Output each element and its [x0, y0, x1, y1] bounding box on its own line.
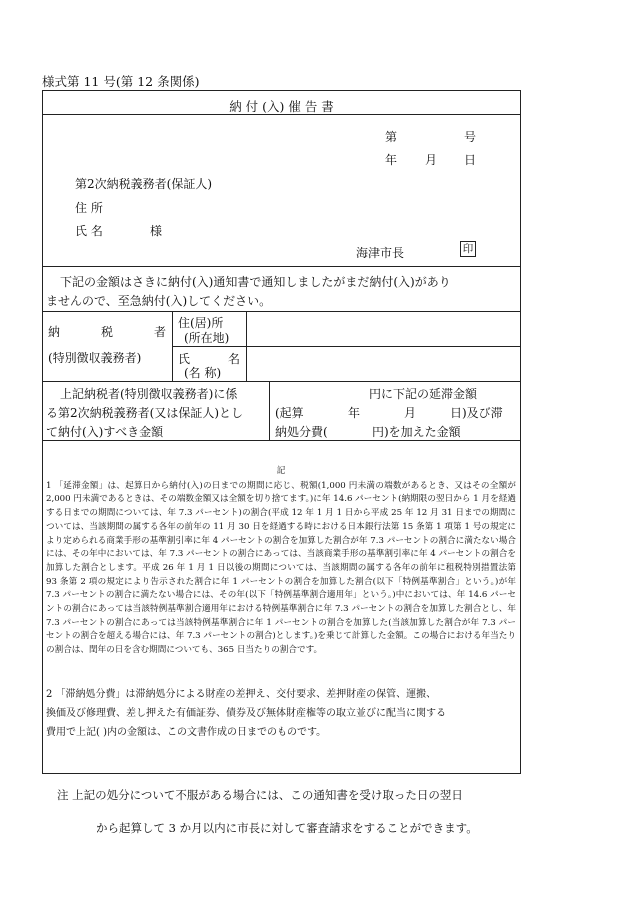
notes-section: [46, 465, 516, 658]
taxpayer-sublabel: (特別徴収義務者): [48, 351, 142, 365]
address-label: 住 所: [75, 201, 103, 215]
notes-heading: 記: [276, 466, 286, 476]
amount-start-month: 月: [404, 406, 417, 420]
taxpayer-value-divider: [246, 311, 247, 381]
date-day: 日: [464, 153, 477, 167]
amount-divider: [42, 440, 521, 441]
taxpayer-column-divider: [172, 311, 173, 381]
amount-description-line-2: る第2次納税義務者(又は保証人)とし: [46, 406, 243, 420]
amount-start-day: 日)及び滞: [450, 406, 503, 420]
amount-start-year: 年: [348, 406, 361, 420]
form-number-label: 様式第 11 号(第 12 条関係): [42, 74, 200, 89]
date-month: 月: [425, 153, 438, 167]
address-field-label: 住(居)所: [178, 316, 224, 330]
appeal-note-line-2: から起算して 3 か月以内に市長に対して審査請求をすることができます。: [96, 821, 478, 835]
number-suffix: 号: [464, 130, 477, 144]
note-2-line-1: 2 「滞納処分費」は滞納処分による財産の差押え、交付要求、差押財産の保管、運搬、: [46, 689, 437, 700]
amount-description-line-1: 上記納税者(特別徴収義務者)に係: [60, 387, 238, 401]
taxpayer-label: 納 税 者: [48, 325, 166, 339]
date-year: 年: [385, 153, 398, 167]
taxpayer-row-divider: [172, 346, 521, 347]
name-field-label: 氏 名: [178, 352, 240, 366]
number-label: 第: [385, 130, 398, 144]
note-2-line-3: 費用で上記( )内の金額は、この文書作成の日までのものです。: [46, 727, 327, 738]
note-1: 1 「延滞金額」は、起算日から納付(入)の日までの期間に応じ、税額(1,000 円未満の端数があるとき、又はその全額が 2,000 円未満であるときは、その端数金額又は全額を切り捨てます。)に年 14.6 パーセント(納期限の翌日から 1 月を経過する日までの期間については、年 7.3 パーセント)の割合(平成 12 年 1 月 1 日から平成 25 年 12 月 31 日までの期間については、当該期間の属する各年の前年の 11 月 30 日を経過する時における日本銀行法第 15 条第 1 項第 1 号の規定により定められる商業手形の基準割引率に年 4 パーセントの割合を加算した割合が年 7.3 パーセントの割合に満たない場合には、その年中においては、年 7.3 パーセントの割合にあっては、当該商業手形の基準割引率に年 4 パーセントの割合を加算した割合とします。平成 26 年 1 月 1 日以後の期間については、当該期間の属する各年の前年に租税特別措置法第 93 条第 2 項の規定により告示された割合に年 1 パーセントの割合を加算した割合(以下「特例基準割合」という。)が年 7.3 パーセントの割合に満たない場合には、その年(以下「特例基準割合適用年」という。)中においては、年 14.6 パーセントの割合にあっては当該特例基準割合適用年における特例基準割合に年 7.3 パーセントの割合を加算した割合とし、年 7.3 パーセントの割合にあっては当該特例基準割合に年 1 パーセントの割合を加算した(当該加算した割合が年 7.3 パーセントの割合を超える場合には、年 7.3 パーセントの割合)とします。)を乗じて計算した金額。この場合における年当たりの割合は、閏年の日を含む期間についても、365 日当たりの割合です。: [46, 480, 516, 656]
amount-fee-suffix: 円)を加えた金額: [372, 425, 461, 439]
intro-line-1: 下記の金額はさきに納付(入)通知書で通知しましたがまだ納付(入)があり: [60, 275, 451, 289]
addressee-title: 第2次納税義務者(保証人): [75, 177, 212, 191]
seal-mark: 印: [460, 241, 476, 257]
amount-column-divider: [269, 381, 270, 440]
intro-line-2: ませんので、至急納付(入)してください。: [46, 294, 272, 308]
intro-divider: [42, 311, 521, 312]
entity-name-field-label: (名 称): [184, 366, 222, 380]
amount-description-line-3: て納付(入)すべき金額: [46, 425, 164, 439]
note-2-section: [46, 685, 516, 742]
name-label: 氏 名: [75, 224, 103, 238]
amount-start-label: (起算: [275, 406, 304, 420]
taxpayer-divider: [42, 381, 521, 382]
amount-fee-label: 納処分費(: [275, 425, 328, 439]
document-title: 納 付 (入) 催 告 書: [229, 99, 334, 114]
location-field-label: (所在地): [184, 331, 230, 345]
sender-name: 海津市長: [356, 246, 405, 260]
amount-base-text: 円に下記の延滞金額: [369, 387, 478, 401]
appeal-note-line-1: 注 上記の処分について不服がある場合には、この通知書を受け取った日の翌日: [57, 788, 463, 802]
note-2-line-2: 換価及び修理費、差し押えた有価証券、債券及び無体財産権等の取立並びに配当に関する: [46, 708, 446, 719]
header-divider: [42, 266, 521, 267]
honorific: 様: [150, 224, 163, 238]
